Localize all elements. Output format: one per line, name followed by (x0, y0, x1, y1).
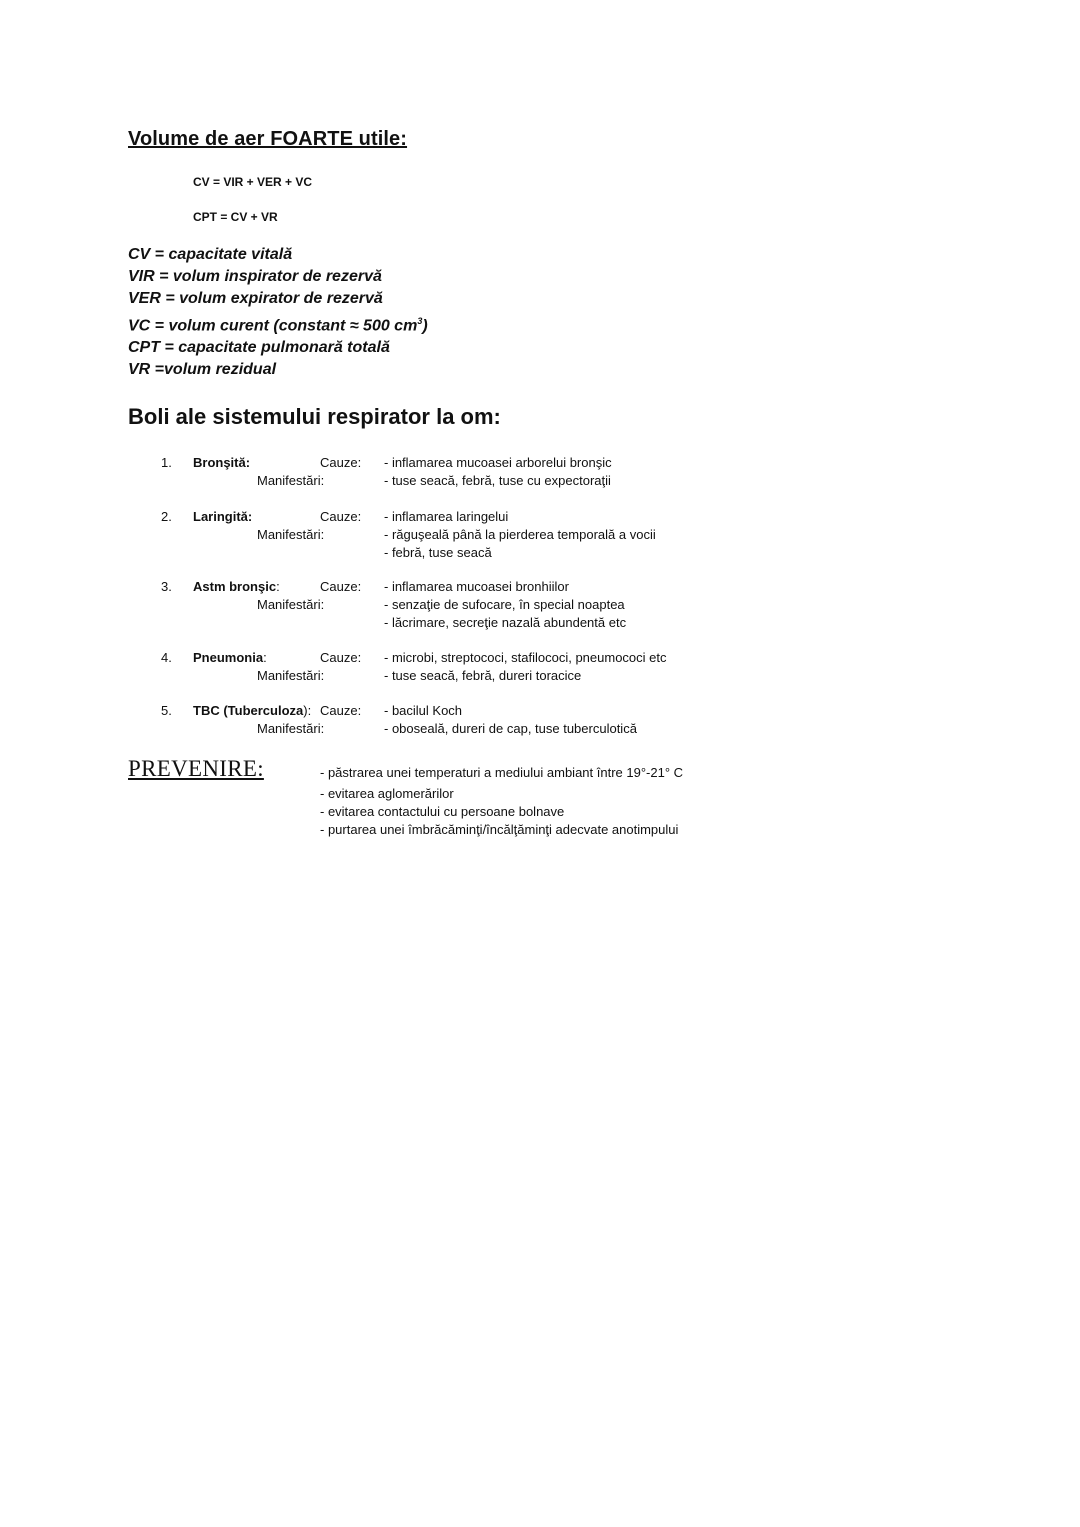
disease-detail-line: - tuse seacă, febră, tuse cu expectoraţii (384, 473, 611, 488)
disease-detail-line: - inflamarea mucoasei bronhiilor (384, 579, 569, 594)
disease-details (384, 578, 626, 632)
definition-vr: VR =volum rezidual (128, 361, 277, 379)
disease-name (193, 508, 252, 526)
disease-detail-line: - răguşeală până la pierderea temporală a vocii (384, 527, 656, 542)
disease-number: 2. (161, 509, 172, 524)
disease-detail-line: - microbi, streptococi, stafilococi, pneumococi etc (384, 650, 667, 665)
disease-name-text: TBC (Tuberculoza (193, 703, 304, 718)
definition-vir: VIR = volum inspirator de rezervă (128, 268, 382, 285)
disease-number: 1. (161, 455, 172, 470)
disease-name-text: Astm bronşic (193, 579, 277, 594)
disease-name-text: Pneumonia (193, 650, 264, 665)
definition-vc (128, 310, 428, 337)
disease-detail-line: - oboseală, dureri de cap, tuse tuberculotică (384, 721, 637, 736)
disease-details (384, 508, 656, 562)
prevention-item: - purtarea unei îmbrăcăminţi/încălţăminţi adecvate anotimpului (320, 822, 679, 837)
prevention-list (320, 764, 683, 839)
disease-details (384, 454, 612, 490)
disease-name-suffix: : (276, 579, 280, 594)
manifestations-label: Manifestări: (257, 473, 325, 488)
manifestations-label: Manifestări: (257, 668, 325, 683)
disease-detail-line: - febră, tuse seacă (384, 545, 492, 560)
definition-vc-close: ) (422, 317, 428, 335)
prevention-item: - evitarea contactului cu persoane bolnave (320, 804, 565, 819)
definition-cv: CV = capacitate vitală (128, 246, 293, 263)
formula-cv: CV = VIR + VER + VC (193, 175, 313, 189)
disease-detail-line: - lăcrimare, secreţie nazală abundentă etc (384, 615, 627, 630)
disease-number: 5. (161, 703, 172, 718)
disease-detail-line: - inflamarea mucoasei arborelui bronşic (384, 455, 612, 470)
manifestations-label: Manifestări: (257, 527, 325, 542)
disease-name-text: Laringită: (193, 509, 253, 524)
cause-label: Cauze: (320, 455, 362, 470)
prevention-heading: PREVENIRE: (128, 756, 264, 781)
diseases-heading: Boli ale sistemului respirator la om: (128, 404, 501, 429)
cause-label: Cauze: (320, 703, 362, 718)
prevention-item: - păstrarea unei temperaturi a mediului ambiant între 19°-21° C (320, 765, 684, 780)
definition-ver: VER = volum expirator de rezervă (128, 290, 383, 307)
definitions-list (128, 244, 428, 381)
disease-detail-line: - inflamarea laringelui (384, 509, 509, 524)
formula-cpt: CPT = CV + VR (193, 210, 278, 224)
disease-name (193, 454, 250, 472)
disease-name (193, 702, 311, 720)
disease-detail-line: - bacilul Koch (384, 703, 463, 718)
disease-detail-line: - senzaţie de sufocare, în special noaptea (384, 597, 625, 612)
prevention-item: - evitarea aglomerărilor (320, 786, 454, 801)
cause-label: Cauze: (320, 579, 362, 594)
disease-number: 3. (161, 579, 172, 594)
definition-cpt: CPT = capacitate pulmonară totală (128, 339, 390, 357)
cause-label: Cauze: (320, 509, 362, 524)
disease-detail-line: - tuse seacă, febră, dureri toracice (384, 668, 582, 683)
disease-details (384, 649, 667, 685)
cause-label: Cauze: (320, 650, 362, 665)
disease-name (193, 649, 267, 667)
definition-vc-exponent: 3 (417, 316, 423, 326)
manifestations-label: Manifestări: (257, 721, 325, 736)
disease-number: 4. (161, 650, 172, 665)
disease-name (193, 578, 280, 596)
definition-vc-text: VC = volum curent (constant ≈ 500 cm (128, 317, 418, 335)
disease-details (384, 702, 637, 738)
manifestations-label: Manifestări: (257, 597, 325, 612)
volumes-heading: Volume de aer FOARTE utile: (128, 128, 408, 150)
disease-name-text: Bronşită: (193, 455, 251, 470)
disease-name-suffix: ): (303, 703, 312, 718)
disease-name-suffix: : (263, 650, 267, 665)
